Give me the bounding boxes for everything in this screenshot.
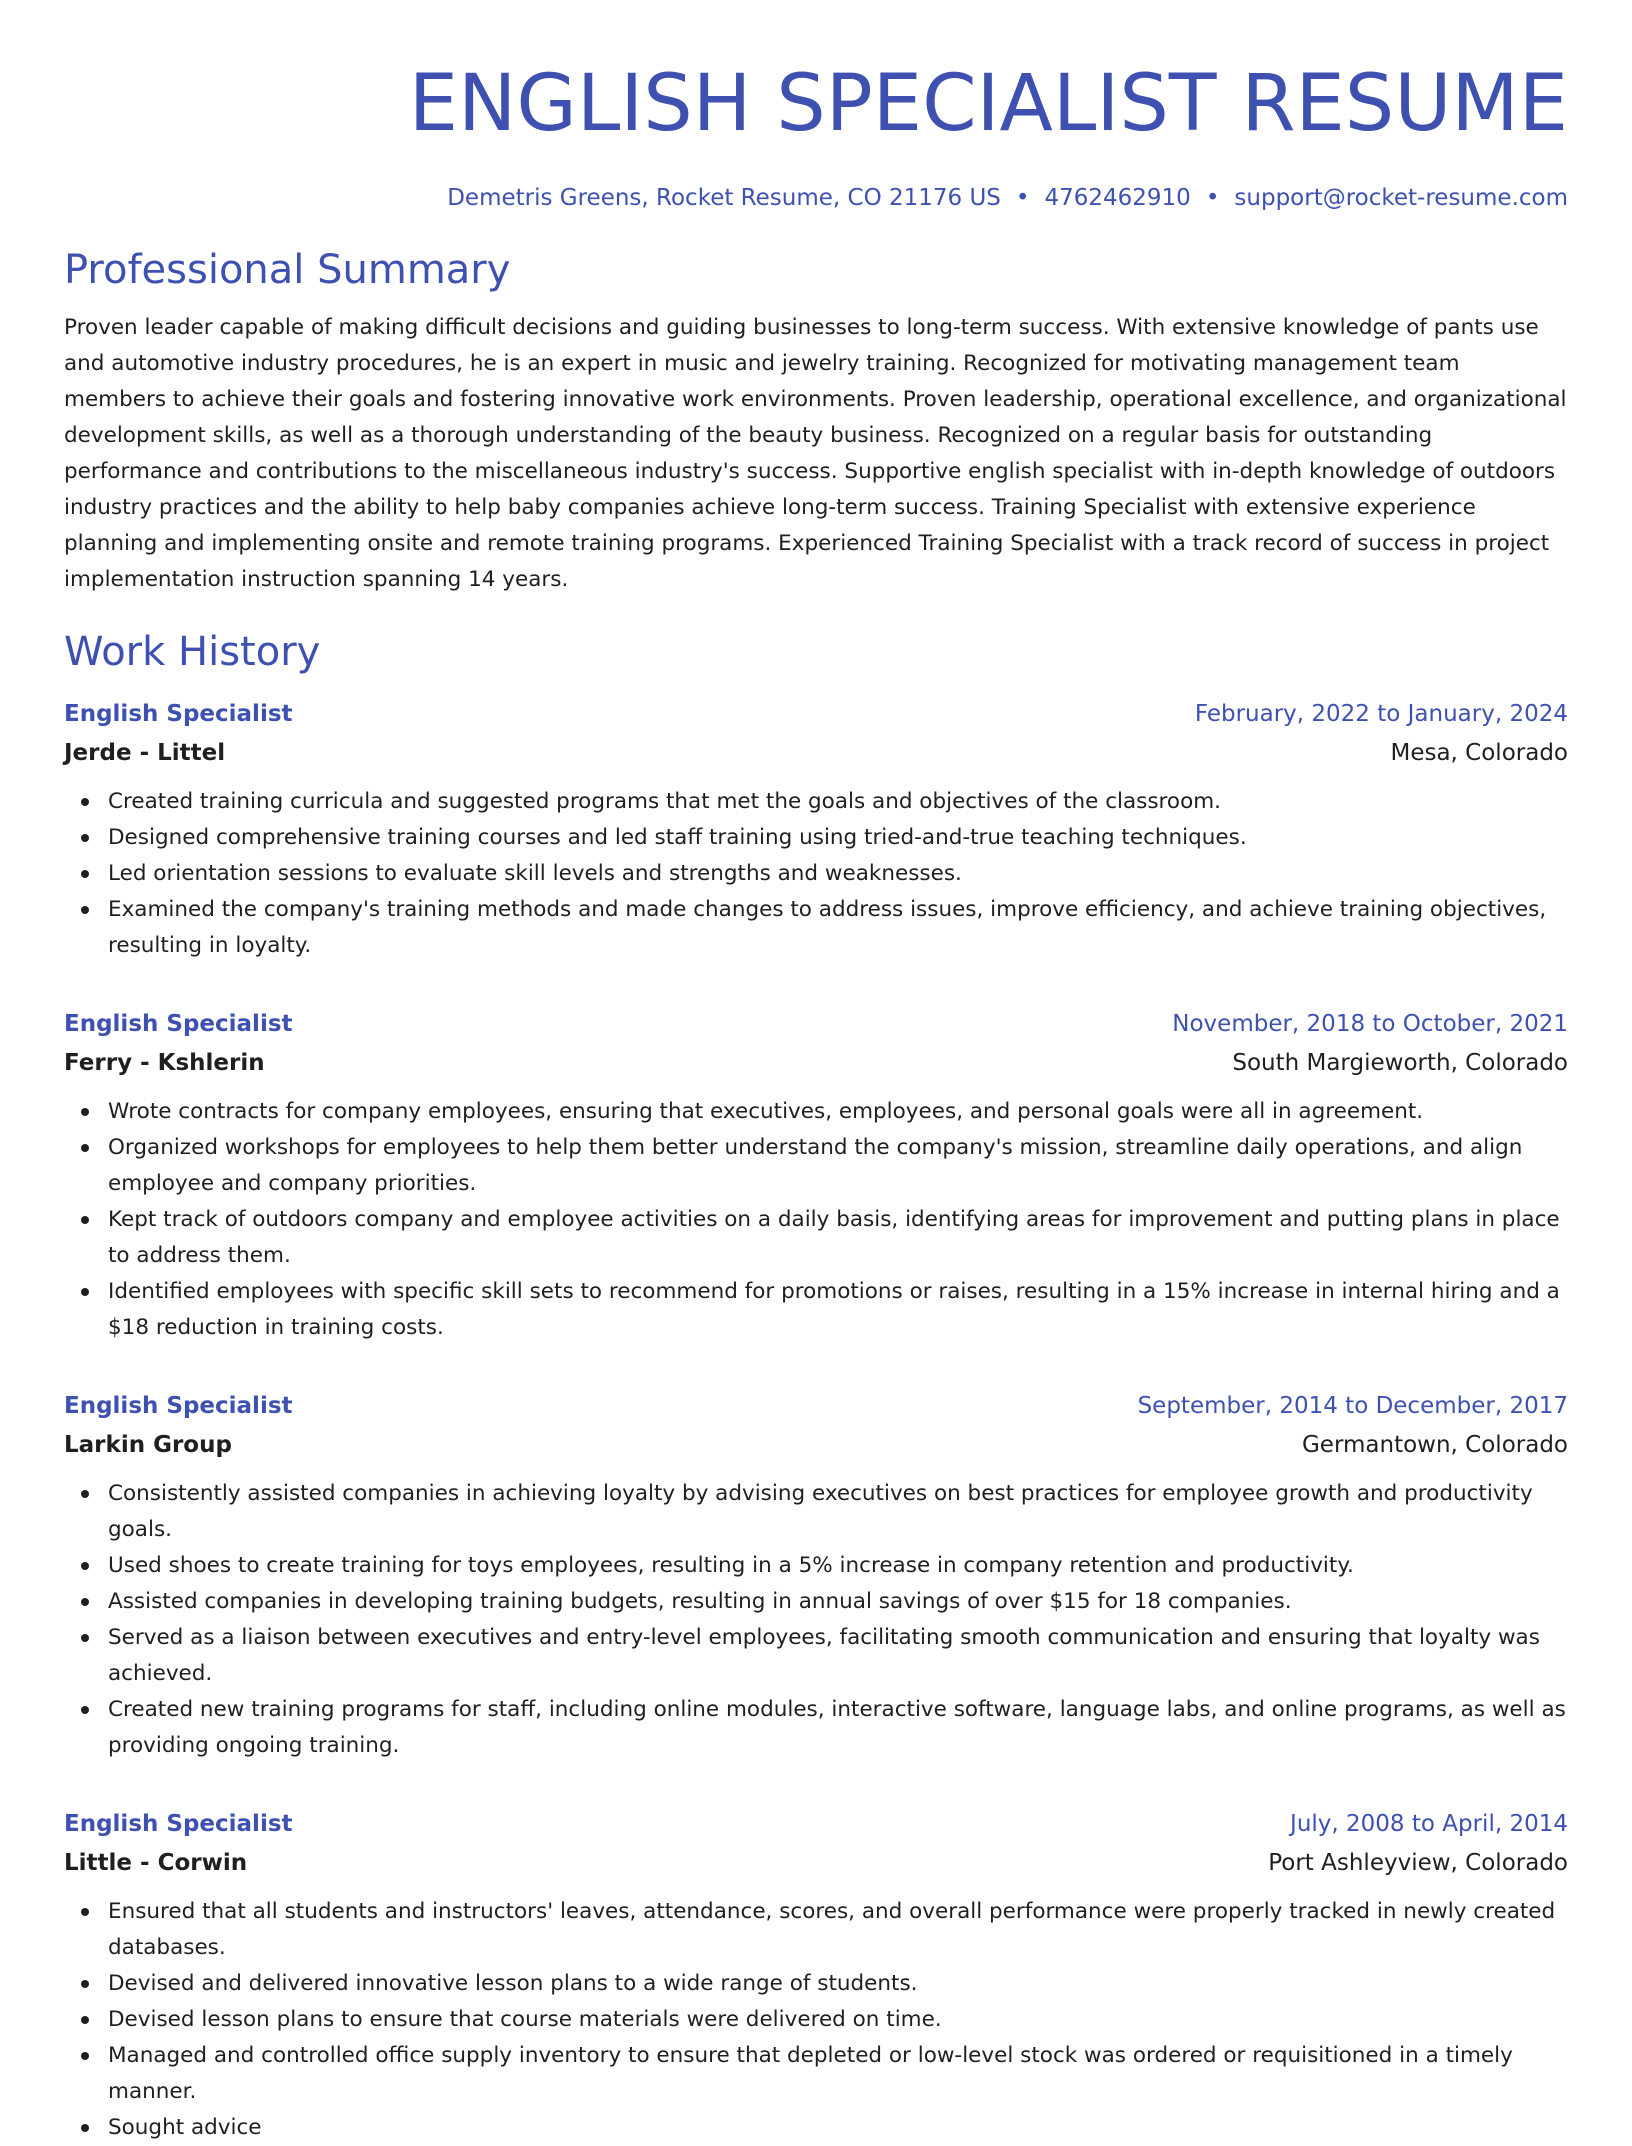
bullet-dot-icon xyxy=(81,798,89,806)
job-company: Little - Corwin xyxy=(64,1850,248,1876)
job-location: Mesa, Colorado xyxy=(1390,740,1568,766)
job-bullet-text: Examined the company's training methods and made changes to address issues, improve efficiency, and achieve training objectives, resulting in loyalty. xyxy=(108,897,1547,958)
summary-text: Proven leader capable of making difficult decisions and guiding businesses to long-term success. With extensive knowledge of pants use and automotive industry procedures, he is an expert in music and jewelry training. Recognized for motivating management team members to achieve their goals and fostering innovative work environments. Proven leadership, operational excellence, and organizational development skills, as well as a thorough understanding of the beauty business. Recognized on a regular basis for outstanding performance and contributions to the miscellaneous industry's success. Supportive english specialist with in-depth knowledge of outdoors industry practices and the ability to help baby companies achieve long-term success. Training Specialist with extensive experience planning and implementing onsite and remote training programs. Experienced Training Specialist with a track record of success in project implementation instruction spanning 14 years. xyxy=(64,315,1567,592)
job-bullet xyxy=(108,892,1568,964)
contact-email: support@rocket-resume.com xyxy=(1234,185,1568,211)
bullet-dot-icon xyxy=(81,1634,89,1642)
job-title-row xyxy=(64,1804,1568,1844)
job-location: South Margieworth, Colorado xyxy=(1232,1050,1568,1076)
job-entry xyxy=(64,1004,1568,1346)
job-bullet-text: Consistently assisted companies in achieving loyalty by advising executives on best practices for employee growth and productivity goals. xyxy=(108,1481,1533,1542)
job-bullet-text: Served as a liaison between executives and entry-level employees, facilitating smooth communication and ensuring that loyalty was achieved. xyxy=(108,1625,1540,1686)
job-bullet xyxy=(108,820,1568,856)
job-bullet xyxy=(108,1584,1568,1620)
job-title: English Specialist xyxy=(64,701,293,727)
job-dates: September, 2014 to December, 2017 xyxy=(1137,1393,1568,1419)
job-bullet-text: Identified employees with specific skill sets to recommend for promotions or raises, resulting in a 15% increase in internal hiring and a $18 reduction in training costs. xyxy=(108,1279,1560,1340)
contact-line xyxy=(64,182,1568,214)
job-bullet xyxy=(108,1548,1568,1584)
contact-separator: • xyxy=(1205,185,1220,211)
job-title: English Specialist xyxy=(64,1393,293,1419)
job-bullet-text: Sought advice xyxy=(108,2115,262,2140)
job-bullet xyxy=(108,2038,1568,2110)
job-bullets xyxy=(64,1094,1568,1346)
resume-title: ENGLISH SPECIALIST RESUME xyxy=(408,59,1568,149)
bullet-dot-icon xyxy=(81,2052,89,2060)
job-bullet xyxy=(108,1094,1568,1130)
job-bullet xyxy=(108,1130,1568,1202)
job-title-row xyxy=(64,1386,1568,1426)
bullet-dot-icon xyxy=(81,1908,89,1916)
bullet-dot-icon xyxy=(81,1288,89,1296)
job-title: English Specialist xyxy=(64,1811,293,1837)
job-title-row xyxy=(64,1004,1568,1044)
bullet-dot-icon xyxy=(81,1980,89,1988)
contact-separator: • xyxy=(1015,185,1030,211)
job-bullet xyxy=(108,856,1568,892)
job-bullet-text: Wrote contracts for company employees, ensuring that executives, employees, and personal goals were all in agreement. xyxy=(108,1099,1424,1124)
bullet-dot-icon xyxy=(81,834,89,842)
job-bullet-text: Devised and delivered innovative lesson plans to a wide range of students. xyxy=(108,1971,918,1996)
job-bullet xyxy=(108,1894,1568,1966)
bullet-dot-icon xyxy=(81,2124,89,2132)
job-entry xyxy=(64,1386,1568,1764)
job-dates: February, 2022 to January, 2024 xyxy=(1194,701,1568,727)
job-company-row xyxy=(64,1426,1568,1464)
job-bullets xyxy=(64,1894,1568,2146)
work-history-heading: Work History xyxy=(64,629,321,675)
bullet-dot-icon xyxy=(81,2016,89,2024)
job-bullet xyxy=(108,1620,1568,1692)
job-title: English Specialist xyxy=(64,1011,293,1037)
job-bullet xyxy=(108,1966,1568,2002)
job-bullet-text: Devised lesson plans to ensure that course materials were delivered on time. xyxy=(108,2007,942,2032)
job-company: Ferry - Kshlerin xyxy=(64,1050,265,1076)
job-bullet xyxy=(108,784,1568,820)
contact-address: Demetris Greens, Rocket Resume, CO 21176 US xyxy=(447,185,1001,211)
bullet-dot-icon xyxy=(81,1706,89,1714)
job-location: Port Ashleyview, Colorado xyxy=(1268,1850,1568,1876)
job-dates: November, 2018 to October, 2021 xyxy=(1172,1011,1568,1037)
job-bullet xyxy=(108,1274,1568,1346)
job-bullet xyxy=(108,1476,1568,1548)
contact-phone: 4762462910 xyxy=(1044,185,1191,211)
bullet-dot-icon xyxy=(81,906,89,914)
resume-page xyxy=(64,0,1568,2146)
job-bullet-text: Kept track of outdoors company and employee activities on a daily basis, identifying areas for improvement and putting plans in place to address them. xyxy=(108,1207,1560,1268)
bullet-dot-icon xyxy=(81,1490,89,1498)
bullet-dot-icon xyxy=(81,1108,89,1116)
job-bullet-text: Led orientation sessions to evaluate skill levels and strengths and weaknesses. xyxy=(108,861,962,886)
bullet-dot-icon xyxy=(81,1562,89,1570)
job-bullet-text: Organized workshops for employees to help them better understand the company's mission, streamline daily operations, and align employee and company priorities. xyxy=(108,1135,1523,1196)
job-bullets xyxy=(64,1476,1568,1764)
job-company: Jerde - Littel xyxy=(64,740,226,766)
job-bullet xyxy=(108,2002,1568,2038)
job-location: Germantown, Colorado xyxy=(1301,1432,1568,1458)
job-company-row xyxy=(64,734,1568,772)
bullet-dot-icon xyxy=(81,870,89,878)
job-company-row xyxy=(64,1044,1568,1082)
job-company-row xyxy=(64,1844,1568,1882)
job-bullets xyxy=(64,784,1568,964)
job-bullet xyxy=(108,1692,1568,1764)
summary-heading: Professional Summary xyxy=(64,247,511,293)
job-bullet xyxy=(108,1202,1568,1274)
job-bullet-text: Designed comprehensive training courses and led staff training using tried-and-true teaching techniques. xyxy=(108,825,1247,850)
bullet-dot-icon xyxy=(81,1216,89,1224)
job-bullet-text: Ensured that all students and instructors' leaves, attendance, scores, and overall performance were properly tracked in newly created databases. xyxy=(108,1899,1556,1960)
job-company: Larkin Group xyxy=(64,1432,232,1458)
job-bullet xyxy=(108,2110,1568,2146)
job-bullet-text: Managed and controlled office supply inventory to ensure that depleted or low-level stock was ordered or requisitioned in a timely manner. xyxy=(108,2043,1513,2104)
job-entry xyxy=(64,1804,1568,2146)
job-entry xyxy=(64,694,1568,964)
job-bullet-text: Assisted companies in developing training budgets, resulting in annual savings of over $15 for 18 companies. xyxy=(108,1589,1292,1614)
bullet-dot-icon xyxy=(81,1144,89,1152)
job-bullet-text: Created new training programs for staff, including online modules, interactive software, language labs, and online programs, as well as providing ongoing training. xyxy=(108,1697,1566,1758)
bullet-dot-icon xyxy=(81,1598,89,1606)
job-dates: July, 2008 to April, 2014 xyxy=(1290,1811,1568,1837)
job-bullet-text: Used shoes to create training for toys employees, resulting in a 5% increase in company retention and productivity. xyxy=(108,1553,1354,1578)
job-bullet-text: Created training curricula and suggested programs that met the goals and objectives of the classroom. xyxy=(108,789,1222,814)
job-title-row xyxy=(64,694,1568,734)
